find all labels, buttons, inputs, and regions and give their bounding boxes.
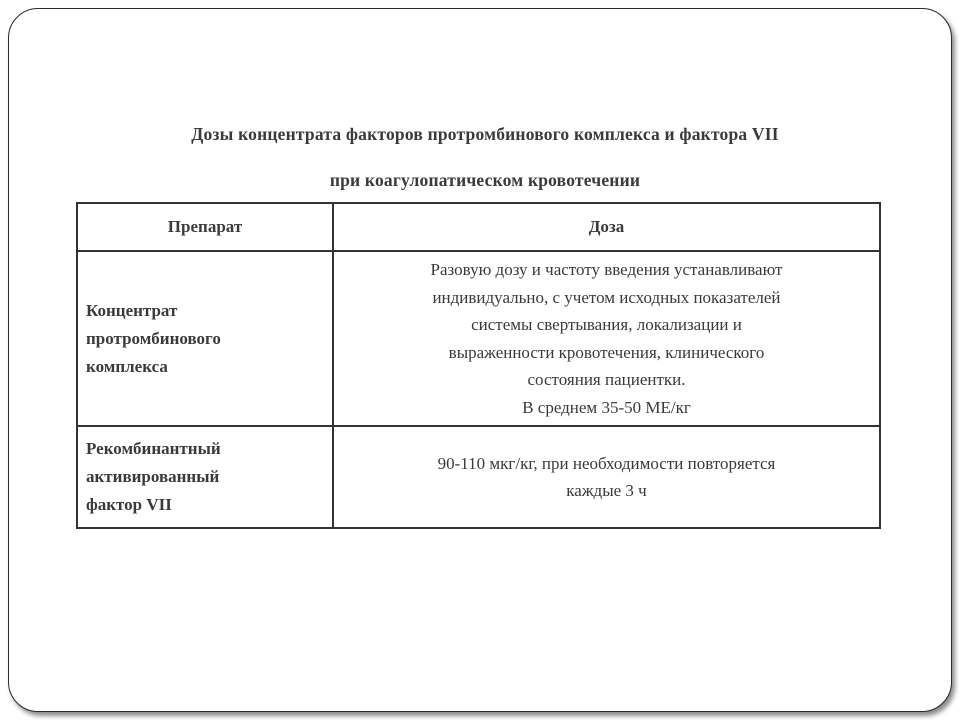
dose-text-line: выраженности кровотечения, клинического — [448, 342, 765, 362]
drug-name-line: комплекса — [86, 356, 168, 376]
dose-text-line: В среднем 35-50 МЕ/кг — [522, 397, 691, 417]
dose-text-line: индивидуально, с учетом исходных показателей — [432, 287, 781, 307]
dose-text-line: Разовую дозу и частоту введения устанавливают — [430, 260, 783, 280]
header-drug: Препарат — [77, 203, 333, 251]
table-title-line-1: Дозы концентрата факторов протромбинового комплекса и фактора VII — [191, 124, 779, 144]
drug-name-line: Концентрат — [86, 300, 178, 320]
drug-name-line: протромбинового — [86, 328, 221, 348]
drug-cell — [77, 251, 333, 426]
dose-text-line: системы свертывания, локализации и — [471, 315, 742, 335]
drug-cell — [77, 426, 333, 528]
drug-name-line: Рекомбинантный — [86, 439, 221, 459]
table-header-row — [77, 203, 880, 251]
drug-name-line: фактор VII — [86, 495, 172, 515]
dose-text-line: состояния пациентки. — [527, 370, 686, 390]
dose-cell — [333, 426, 880, 528]
drug-name-line: активированный — [86, 467, 220, 487]
dose-table — [76, 202, 881, 529]
header-dose: Доза — [333, 203, 880, 251]
dose-text-line: 90-110 мкг/кг, при необходимости повторяется — [437, 453, 776, 473]
dose-text-line: каждые 3 ч — [566, 481, 647, 501]
dose-cell — [333, 251, 880, 426]
table-row — [77, 426, 880, 528]
table-row — [77, 251, 880, 426]
table-title-line-2: при коагулопатическом кровотечении — [329, 170, 641, 190]
